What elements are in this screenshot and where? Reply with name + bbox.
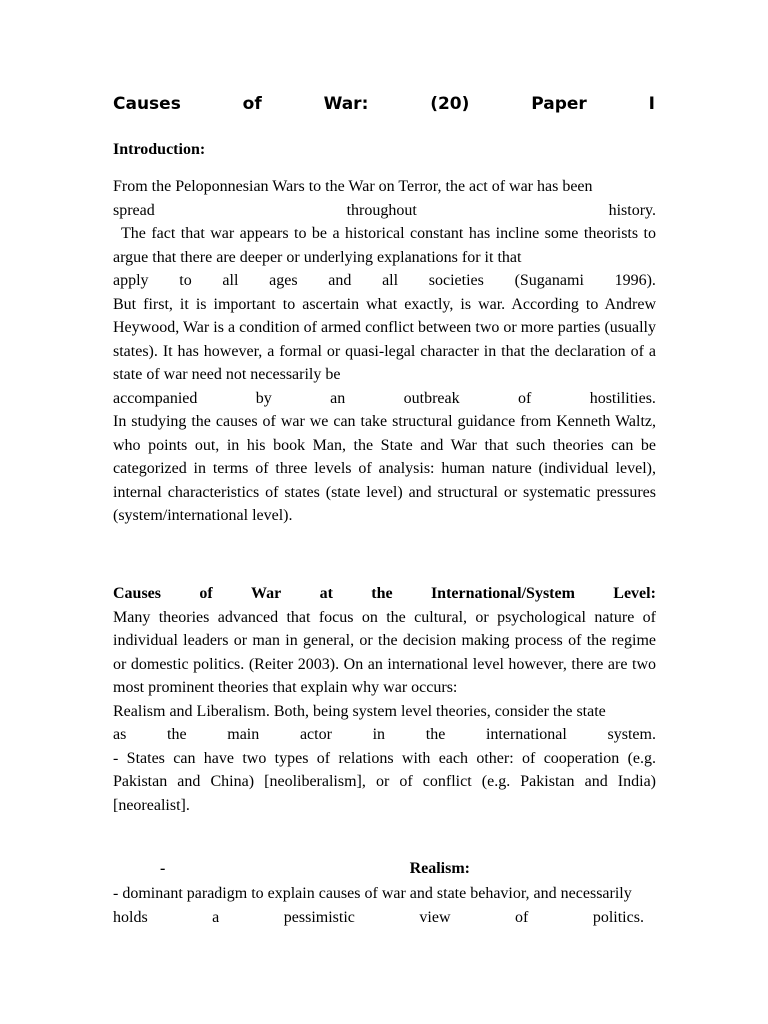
introduction-paragraph: From the Peloponnesian Wars to the War on Terror, the act of war has been: [113, 178, 593, 195]
word: (Suganami: [514, 272, 584, 289]
word: International/System: [430, 585, 575, 602]
justified-line: [113, 723, 656, 747]
word: actor: [299, 726, 332, 743]
realism-heading: Realism:: [409, 860, 470, 877]
word: politics.: [592, 908, 644, 926]
introduction-section: [113, 175, 656, 528]
word: of: [515, 908, 529, 926]
word: hostilities.: [589, 389, 656, 407]
word: system.: [607, 726, 656, 743]
system-level-paragraph: Many theories advanced that focus on the cultural, or psychological nature of individual leaders or man in general, or the decision making process of the regime or domestic politics. (Reiter 2003). On an international level however, there are two most prominent theories that explain why war occurs:: [113, 608, 656, 696]
system-level-paragraph: Realism and Liberalism. Both, being system level theories, consider the state: [113, 702, 606, 720]
word: outbreak: [403, 389, 460, 407]
word: War: [251, 585, 282, 602]
word: ages: [269, 272, 298, 289]
document-title: [113, 94, 655, 114]
title-word: (20): [430, 94, 470, 114]
word: apply: [113, 272, 149, 289]
word: and: [328, 272, 352, 289]
introduction-heading: Introduction:: [113, 141, 206, 158]
title-word: I: [648, 94, 655, 114]
word: societies: [428, 272, 484, 289]
word: accompanied: [113, 389, 198, 407]
justified-line: [113, 387, 656, 411]
word: main: [227, 726, 260, 743]
word: throughout: [346, 201, 417, 219]
word: at: [319, 585, 333, 602]
word: to: [179, 272, 192, 289]
realism-dash: -: [160, 860, 166, 877]
word: all: [222, 272, 239, 289]
word: pessimistic: [283, 908, 355, 926]
introduction-paragraph: In studying the causes of war we can take structural guidance from Kenneth Waltz, who points out, in his book Man, the State and War that such theories can be categorized in terms of three levels of analysis: human nature (individual level), internal characteristics of states (state level) and structural or systematic pressures (system/international level).: [113, 413, 656, 524]
title-word: Paper: [531, 94, 587, 114]
word: the: [371, 585, 393, 602]
realism-heading-row: [160, 857, 470, 881]
introduction-paragraph: The fact that war appears to be a historical constant has incline some theorists to argue that there are deeper or underlying explanations for it that: [113, 225, 656, 266]
word: of: [518, 389, 532, 407]
word: Level:: [613, 585, 656, 602]
word: 1996).: [614, 272, 656, 289]
system-level-section: [113, 582, 656, 817]
word: all: [382, 272, 399, 289]
system-level-heading: [113, 582, 656, 606]
word: view: [419, 908, 451, 926]
system-level-paragraph: - States can have two types of relations with each other: of cooperation (e.g. Pakistan and China) [neoliberalism], or of conflict (e.g. Pakistan and India) [neorealist].: [113, 749, 656, 814]
title-word: War:: [323, 94, 369, 114]
justified-line: [113, 199, 656, 223]
word: in: [372, 726, 386, 743]
word: history.: [608, 201, 656, 219]
word: a: [212, 908, 220, 926]
word: the: [167, 726, 187, 743]
title-word: of: [242, 94, 262, 114]
title-word: Causes: [113, 94, 181, 114]
introduction-paragraph: But first, it is important to ascertain what exactly, is war. According to Andrew Heywood, War is a condition of armed conflict between two or more parties (usually states). It has however, a formal or quasi-legal character in that the declaration of a state of war need not necessarily be: [113, 295, 656, 383]
word: spread: [113, 201, 155, 219]
justified-line: [113, 269, 656, 293]
word: an: [330, 389, 346, 407]
justified-line: [113, 906, 644, 930]
word: by: [255, 389, 272, 407]
word: of: [199, 585, 213, 602]
introduction-heading-block: [113, 138, 656, 162]
word: the: [425, 726, 446, 743]
realism-paragraph: - dominant paradigm to explain causes of war and state behavior, and necessarily: [113, 885, 632, 902]
word: holds: [113, 908, 148, 926]
word: as: [113, 726, 127, 743]
realism-section: [113, 882, 708, 929]
word: Causes: [113, 585, 162, 602]
word: international: [485, 726, 567, 743]
